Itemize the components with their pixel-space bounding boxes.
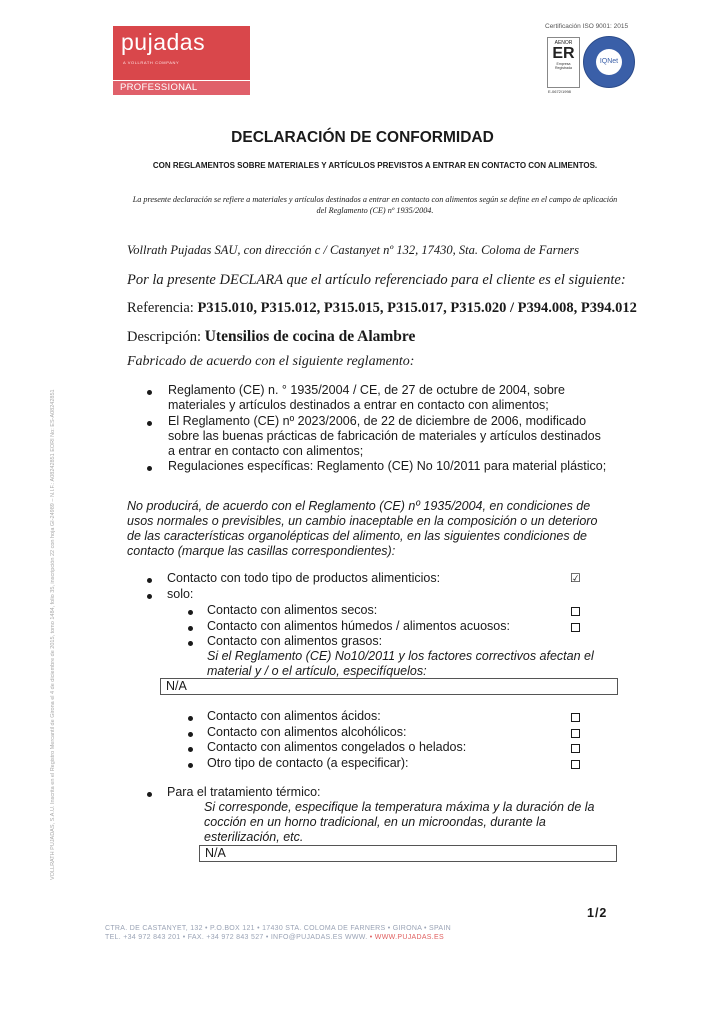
company-logo: [113, 26, 250, 80]
contact-wet-label: Contacto con alimentos húmedos / alimentos acuosos:: [207, 619, 510, 633]
aenor-small-1: Empresa: [556, 62, 571, 66]
iso-certification-text: Certificación ISO 9001: 2015: [545, 23, 629, 30]
manufactured-line: Fabricado de acuerdo con el siguiente reglamento:: [127, 354, 415, 369]
iqnet-seal: [583, 36, 635, 88]
thermal-label: Para el tratamiento térmico:: [167, 785, 321, 799]
thermal-input[interactable]: N/A: [199, 845, 617, 862]
page-number: 1/2: [587, 906, 608, 920]
contact-fatty-label: Contacto con alimentos grasos:: [207, 634, 383, 648]
aenor-code: E-0672/1998: [548, 89, 571, 94]
contact-wet-checkbox[interactable]: [571, 623, 580, 632]
contact-frozen-label: Contacto con alimentos congelados o helados:: [207, 740, 467, 754]
document-subtitle: CON REGLAMENTOS SOBRE MATERIALES Y ARTÍCULOS PREVISTOS A ENTRAR EN CONTACTO CON ALIMENTOS.: [152, 161, 598, 170]
bullet: [188, 610, 193, 615]
contact-dry-label: Contacto con alimentos secos:: [207, 603, 378, 617]
bullet: [147, 578, 152, 583]
regulation-item: Regulaciones específicas: Reglamento (CE) No 10/2011 para material plástico;: [168, 459, 607, 473]
contact-acid-label: Contacto con alimentos ácidos:: [207, 709, 381, 723]
reference-line: [127, 300, 637, 317]
bullet: [188, 747, 193, 752]
reference-value: P315.010, P315.012, P315.015, P315.017, P315.020 / P394.008, P394.012: [197, 300, 637, 316]
company-line: Vollrath Pujadas SAU, con dirección c / Castanyet nº 132, 17430, Sta. Coloma de Farners: [127, 243, 579, 257]
contact-fatty-input[interactable]: N/A: [160, 678, 618, 695]
contact-fatty-note: Si el Reglamento (CE) No10/2011 y los factores correctivos afectan el material y / o el artículo, especifíquelos:: [207, 649, 594, 678]
conditions-paragraph: No producirá, de acuerdo con el Reglamento (CE) nº 1935/2004, en condiciones de usos normales o previsibles, un cambio inaceptable en la composición o un deterioro de las características organolépticas del alimento, en las siguientes condiciones de contacto (marque las casillas correspondientes):: [127, 499, 598, 558]
description-line: [127, 328, 415, 346]
bullet: [147, 792, 152, 797]
logo-wordmark: pujadas: [121, 29, 206, 55]
regulation-item: Reglamento (CE) n. ° 1935/2004 / CE, de 27 de octubre de 2004, sobre materiales y artículos destinados a entrar en contacto con alimentos;: [168, 383, 565, 412]
thermal-note: Si corresponde, especifique la temperatura máxima y la duración de la cocción en un horno tradicional, en un microondas, durante la esterilización, etc.: [204, 800, 595, 844]
contact-dry-checkbox[interactable]: [571, 607, 580, 616]
contact-other-checkbox[interactable]: [571, 760, 580, 769]
aenor-seal: [547, 37, 580, 88]
regulation-item: El Reglamento (CE) nº 2023/2006, de 22 de diciembre de 2006, modificado sobre las buenas prácticas de fabricación de materiales y artículos destinados a entrar en contacto con alimentos;: [168, 414, 601, 458]
contact-all-label: Contacto con todo tipo de productos alimenticios:: [167, 571, 441, 585]
bullet: [147, 466, 152, 471]
aenor-mark: ER: [552, 45, 575, 62]
bullet: [188, 763, 193, 768]
footer-contact-text: TEL. +34 972 843 201 • FAX. +34 972 843 527 • INFO@PUJADAS.ES WWW.: [105, 934, 368, 941]
contact-acid-checkbox[interactable]: [571, 713, 580, 722]
footer-website[interactable]: • WWW.PUJADAS.ES: [367, 934, 444, 941]
contact-alcohol-label: Contacto con alimentos alcohólicos:: [207, 725, 407, 739]
bullet: [188, 732, 193, 737]
description-value: Utensilios de cocina de Alambre: [204, 328, 416, 345]
reference-label: Referencia:: [127, 300, 198, 316]
bullet: [147, 594, 152, 599]
bullet: [188, 626, 193, 631]
document-title: DECLARACIÓN DE CONFORMIDAD: [231, 129, 494, 146]
registry-side-text: VOLLRATH PUJADAS, S.A.U. Inscrita en el Registro Mercantil de Girona el 4 de diciembre de 2015, tomo 1484, folio 35, inscripción 22 con hoja GI-24989 – N.I.F.: A08242851 EORI No: ES-A08242851: [50, 389, 56, 880]
aenor-small-2: Registrada: [555, 66, 572, 70]
contact-alcohol-checkbox[interactable]: [571, 729, 580, 738]
contact-all-checkbox[interactable]: ☑: [570, 571, 581, 585]
aenor-label: AENOR: [554, 40, 573, 46]
bullet: [188, 716, 193, 721]
contact-frozen-checkbox[interactable]: [571, 744, 580, 753]
footer-address: CTRA. DE CASTANYET, 132 • P.O.BOX 121 • 17430 STA. COLOMA DE FARNERS • GIRONA • SPAIN: [105, 925, 451, 932]
bullet: [147, 390, 152, 395]
bullet: [147, 421, 152, 426]
description-label: Descripción:: [127, 329, 205, 345]
contact-other-label: Otro tipo de contacto (a especificar):: [207, 756, 409, 770]
logo-band: PROFESSIONAL COOKWARE: [113, 81, 250, 95]
declaration-line: Por la presente DECLARA que el artículo referenciado para el cliente es el siguiente:: [127, 272, 626, 288]
logo-tagline: A VOLLRATH COMPANY: [123, 60, 180, 65]
footer-contact: [105, 934, 444, 941]
intro-text: La presente declaración se refiere a materiales y artículos destinados a entrar en contacto con alimentos según se define en el campo de aplicación del Reglamento (CE) nº 1935/2004.: [132, 195, 618, 215]
contact-solo-label: solo:: [167, 587, 194, 601]
iqnet-label: IQNet: [596, 49, 622, 75]
bullet: [188, 641, 193, 646]
